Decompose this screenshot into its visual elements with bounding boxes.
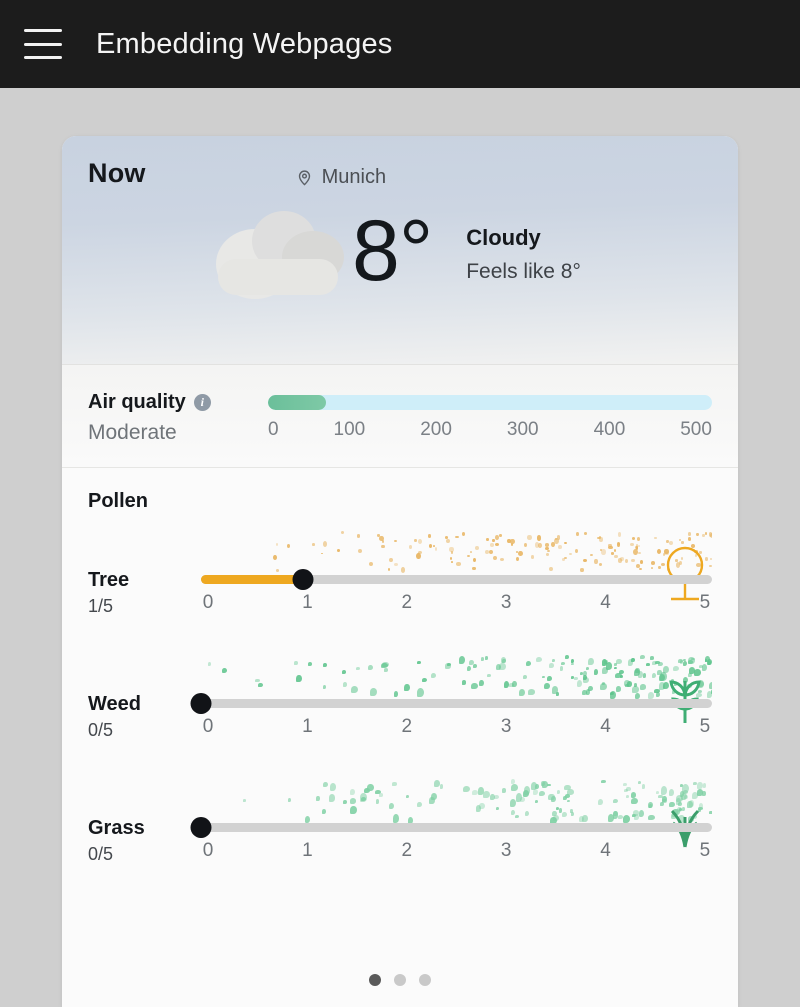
pollen-tick: 3 (500, 840, 512, 861)
pollen-tick: 5 (699, 716, 711, 737)
pollen-scale-weed (201, 716, 712, 738)
pollen-value: 0/5 (88, 844, 114, 864)
pollen-tick: 0 (202, 716, 214, 737)
air-quality-tick: 0 (268, 419, 279, 440)
slider-track[interactable] (201, 823, 712, 832)
pollen-tick: 2 (401, 840, 413, 861)
air-quality-bar (268, 395, 712, 410)
pollen-tick: 5 (699, 840, 711, 861)
pollen-title: Pollen (88, 490, 149, 512)
air-quality-tick: 200 (420, 419, 452, 440)
pollen-name: Weed (88, 693, 141, 715)
feels-like-text: Feels like 8° (466, 259, 581, 283)
temperature: 8° (352, 203, 433, 299)
slider-track[interactable] (201, 699, 712, 708)
air-quality-tick: 100 (333, 419, 366, 440)
pollen-specks-weed (201, 649, 712, 701)
pollen-tick: 1 (302, 716, 313, 737)
pager-dot[interactable] (394, 974, 406, 986)
air-quality-tick: 300 (506, 419, 539, 440)
carousel-pager[interactable] (62, 974, 738, 986)
pollen-tick: 3 (500, 716, 512, 737)
air-quality-ticks (268, 419, 712, 441)
slider-track[interactable] (201, 575, 712, 584)
cloudy-icon (206, 203, 346, 299)
location-name: Munich (321, 166, 387, 188)
page-title: Embedding Webpages (96, 27, 393, 60)
info-icon[interactable]: i (194, 394, 211, 411)
pager-dot[interactable] (419, 974, 431, 986)
now-label: Now (88, 158, 146, 188)
pollen-tick: 1 (302, 840, 313, 861)
pollen-row-grass (88, 769, 712, 893)
air-quality-tick: 500 (680, 419, 712, 440)
pollen-tick: 0 (202, 840, 214, 861)
pollen-tick: 4 (600, 716, 611, 737)
pollen-tick: 1 (302, 592, 313, 613)
pollen-tick: 4 (600, 592, 611, 613)
pollen-scale-grass (201, 840, 712, 862)
slider-knob[interactable] (191, 693, 212, 714)
pollen-value: 0/5 (88, 720, 114, 740)
pollen-name: Tree (88, 569, 130, 591)
pollen-tick: 2 (401, 592, 413, 613)
pollen-name: Grass (88, 817, 145, 839)
pollen-tick: 2 (401, 716, 413, 737)
pollen-tick: 0 (202, 592, 214, 613)
location-pin-icon (296, 169, 313, 186)
pollen-specks-grass (201, 773, 712, 825)
slider-knob[interactable] (293, 569, 314, 590)
air-quality-bar-fill (268, 395, 326, 410)
app-bar (0, 0, 800, 88)
pollen-slider-weed[interactable] (201, 699, 712, 738)
pollen-section (62, 467, 738, 893)
pollen-specks-tree (201, 525, 712, 577)
pollen-row-tree (88, 521, 712, 645)
pollen-slider-grass[interactable] (201, 823, 712, 862)
air-quality-title: Air quality (88, 391, 186, 413)
pollen-scale-tree (201, 592, 712, 614)
current-weather-section (62, 136, 738, 364)
air-quality-tick: 400 (593, 419, 626, 440)
pollen-tick: 3 (500, 592, 512, 613)
weather-card (62, 136, 738, 1007)
slider-knob[interactable] (191, 817, 212, 838)
air-quality-level: Moderate (88, 421, 177, 444)
pollen-tick: 4 (600, 840, 611, 861)
pollen-slider-tree[interactable] (201, 575, 712, 614)
air-quality-section (62, 364, 738, 467)
pollen-value: 1/5 (88, 596, 114, 616)
location[interactable] (296, 166, 386, 189)
page-body (0, 88, 800, 1007)
pollen-tick: 5 (699, 592, 711, 613)
slider-fill (201, 575, 303, 584)
hamburger-menu-icon[interactable] (24, 29, 62, 59)
pager-dot[interactable] (369, 974, 381, 986)
pollen-row-weed (88, 645, 712, 769)
condition-text: Cloudy (466, 224, 541, 250)
